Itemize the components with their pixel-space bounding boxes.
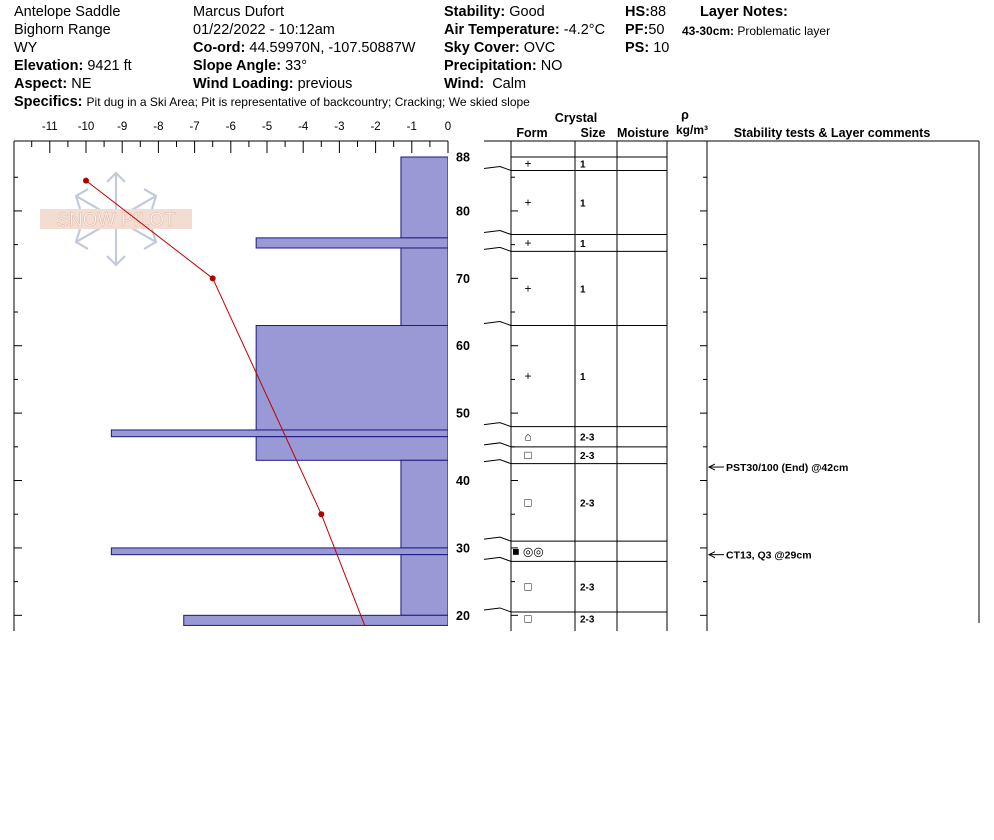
grain-size: 2-3 [580,614,595,626]
specifics-label: Specifics: [14,94,83,110]
y-tick-label: 80 [456,204,470,219]
temperature-point [210,275,216,281]
temperature-point [318,511,324,517]
snowpilot-logo [40,173,192,265]
layer-connector [484,231,511,235]
x-tick-label: -6 [225,121,236,133]
pf-value: 50 [648,22,665,38]
grain-size: 2-3 [580,498,595,510]
crystal-header: Crystal [554,111,598,125]
x-tick-label: -11 [41,121,58,133]
grain-form-symbol: + [524,281,532,296]
grain-form-symbol: □ [524,611,532,626]
x-tick-label: -3 [334,121,345,133]
logo-text: SNOW PILOT [56,210,176,231]
stability-test-label: PST30/100 (End) @42cm [726,462,849,475]
aspect-label: Aspect: [14,76,68,92]
sky-value: OVC [523,40,556,56]
grain-size: 1 [580,372,586,384]
grain-form-symbol: □ [524,579,532,594]
ps-label: PS: [625,40,650,56]
y-tick-label: 50 [456,406,470,421]
grain-size: 2-3 [580,432,595,444]
grain-form-symbol: + [524,235,532,250]
hardness-bar [111,548,448,555]
wind-loading-label: Wind Loading: [193,76,294,92]
hs-value: 88 [649,4,667,20]
hardness-bar [401,460,448,548]
wind-value: Calm [492,76,527,92]
grain-form-symbol: ⌂ [524,429,532,444]
x-tick-label: -1 [406,121,417,133]
grain-form-symbol: + [524,195,532,210]
hs-label: HS: [625,4,650,20]
grain-form-symbol: □ [524,448,532,463]
stability-value: Good [509,4,545,20]
stability-tests-header: Stability tests & Layer comments [733,126,931,140]
grain-size: 1 [580,238,586,250]
elevation-label: Elevation: [14,58,84,74]
grain-size: 1 [580,159,586,171]
air-temp-label: Air Temperature: [444,22,560,38]
pf-label: PF: [625,22,649,38]
x-tick-label: -9 [117,121,128,133]
temperature-point [83,178,89,184]
size-header: Size [580,126,606,140]
precip-value: NO [540,58,563,74]
form-header: Form [516,126,548,140]
grain-form-symbol: □ [524,495,532,510]
grain-size: 1 [580,284,586,296]
density-rho-header: ρ [681,108,689,122]
grain-size: 2-3 [580,582,595,594]
moisture-header: Moisture [616,126,670,140]
grain-form-symbol: ■ ◎◎ [512,544,544,559]
range-name: Bighorn Range [14,22,111,38]
layer-connector [484,443,511,447]
grain-form-symbol: + [524,369,532,384]
hardness-bar [111,430,448,437]
layer-connector [484,460,511,464]
y-tick-label: 30 [456,541,470,556]
hardness-bar [256,326,448,430]
state-name: WY [14,40,38,56]
x-tick-label: -2 [370,121,381,133]
density-unit-header: kg/m³ [675,123,709,137]
layer-connector [484,322,511,326]
y-tick-label: 88 [456,150,470,165]
layer-note-range: 43-30cm: [682,24,735,38]
hardness-bar [184,615,448,625]
x-tick-label: -5 [261,121,273,133]
coord-label: Co-ord: [193,40,246,56]
y-tick-label: 40 [456,474,470,489]
layer-connector [484,537,511,541]
wind-loading-value: previous [297,76,353,92]
y-tick-label: 70 [456,271,470,286]
observation-datetime: 01/22/2022 - 10:12am [193,22,335,38]
precip-label: Precipitation: [444,58,537,74]
layer-note-text: Problematic layer [737,24,831,38]
layer-connector [484,166,511,170]
location-name: Antelope Saddle [14,4,121,20]
ps-value: 10 [653,40,670,56]
elevation-value: 9421 ft [87,58,132,74]
y-tick-label: 60 [456,339,470,354]
layer-connector [484,247,511,251]
hardness-bar [256,437,448,461]
hardness-bar [401,248,448,326]
observer-name: Marcus Dufort [193,4,285,20]
layer-connector [484,557,511,561]
hardness-bar [401,555,448,616]
coord-value: 44.59970N, -107.50887W [249,40,416,56]
air-temp-value: -4.2°C [563,22,606,38]
hardness-bar [401,157,448,238]
grain-form-symbol: + [524,156,532,171]
y-tick-label: 20 [456,608,470,623]
sky-label: Sky Cover: [444,40,520,56]
slope-value: 33° [285,58,308,74]
hardness-bar [256,238,448,248]
x-tick-label: -4 [298,121,309,133]
x-tick-label: -10 [77,121,95,133]
grain-size: 2-3 [580,451,595,463]
x-tick-label: 0 [444,121,452,133]
stability-test-label: CT13, Q3 @29cm [726,549,812,562]
stability-label: Stability: [444,4,506,20]
x-tick-label: -8 [153,121,164,133]
layer-connector [484,608,511,612]
wind-label: Wind: [444,76,485,92]
grain-size: 1 [580,198,586,210]
specifics-text: Pit dug in a Ski Area; Pit is representative of backcountry; Cracking; We skied slope [86,95,530,109]
layer-connector [484,423,511,427]
aspect-value: NE [71,76,92,92]
x-tick-label: -7 [189,121,200,133]
layer-notes-title: Layer Notes: [700,4,788,20]
slope-label: Slope Angle: [193,58,282,74]
